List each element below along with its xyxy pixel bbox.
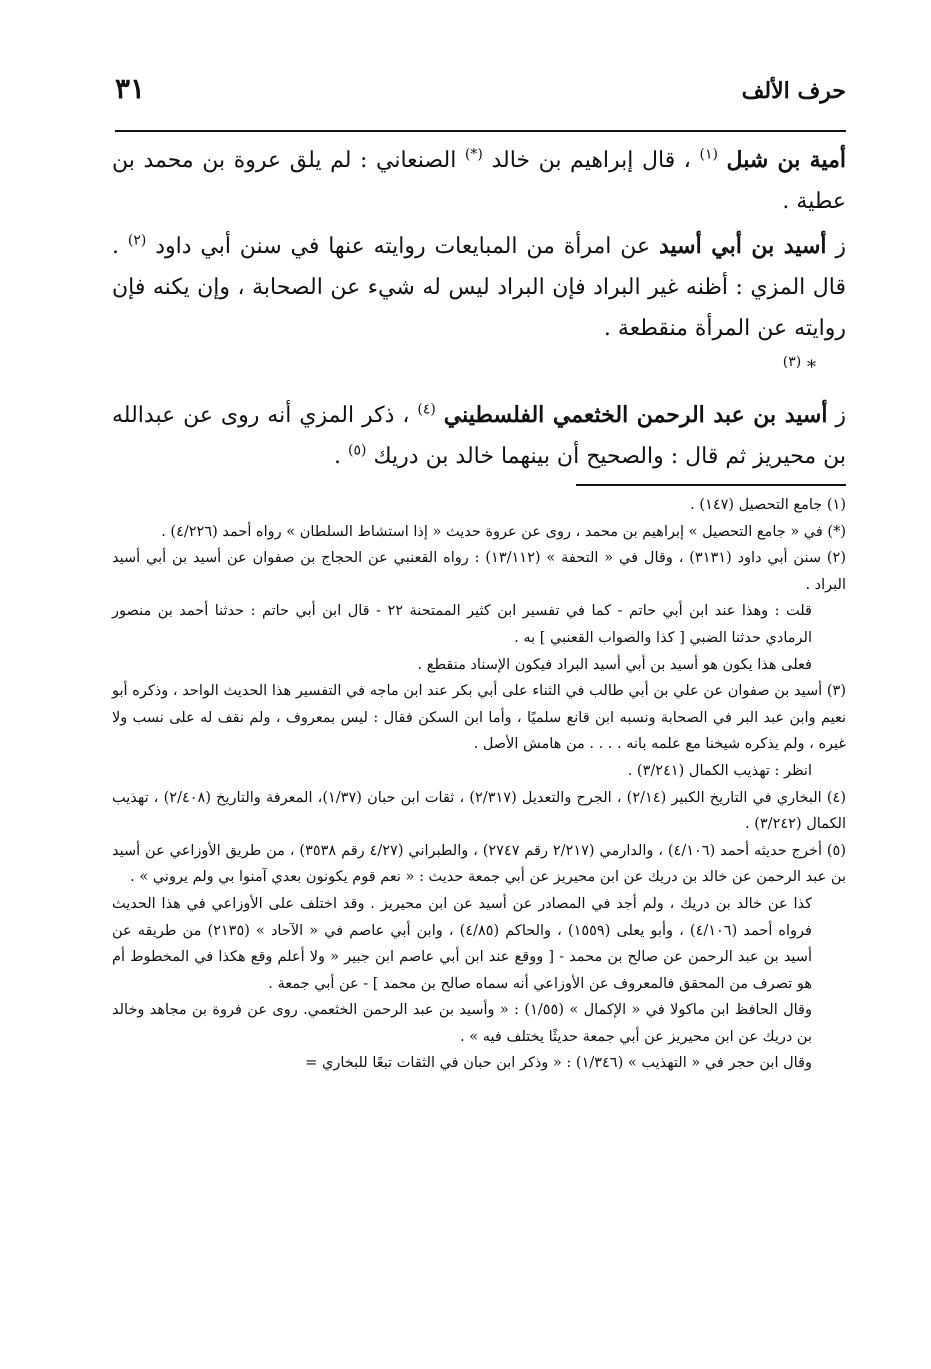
footnote-ref: (٢)	[127, 232, 147, 249]
footnote-2-cont: قلت : وهذا عند ابن أبي حاتم - كما في تفسير ابن كثير الممتحنة ٢٢ - قال ابن أبي حاتم : حدثنا أحمد بن منصور الرمادي حدثنا الضبي [ كذا والصواب القعنبي ] به .	[112, 603, 812, 646]
star-marker: *	[807, 357, 816, 378]
running-title: حرف الألف	[741, 78, 846, 104]
footnote-ref: (١)	[699, 146, 718, 163]
footnote-ref: (*)	[464, 146, 483, 163]
entry-name: أسيد بن عبد الرحمن الخثعمي الفلسطيني	[443, 402, 828, 428]
entry-prefix: ز	[835, 234, 846, 259]
header-rule	[115, 130, 846, 132]
footnote-5-cont: كذا عن خالد بن دريك ، ولم أجد في المصادر عن أسيد عن ابن محيريز . وقد اختلف على الأوزاعي في هذا الحديث فرواه أحمد (٤/١٠٦) ، وأبو يعلى (١٥٥٩) ، والحاكم (٤/٨٥) ، وابن أبي عاصم في « الآحاد » (٢١٣٥) من طريقه عن أسيد بن عبد الرحمن عن صالح بن محمد - [ ووقع عند ابن أبي عاصم ابن جبير « ولا أعلم وقع هكذا في المخطوط أم هو تصرف من المحقق فالمعروف عن الأوزاعي أنه سماه صالح بن محمد ] - عن أبي جمعة .	[112, 895, 812, 992]
main-text	[112, 140, 846, 481]
page-header	[115, 72, 846, 122]
entry-text: الصنعاني : لم يلق عروة بن محمد بن عطية .	[112, 148, 846, 214]
entry-usayd-khathami	[112, 395, 846, 477]
entry-prefix: ز	[835, 403, 846, 428]
footnote-2: (٢) سنن أبي داود (٣١٣١) ، وقال في « التحفة » (١٣/١١٢) : رواه القعنبي عن الحجاج بن صفوان عن أسيد بن أبي أسيد البراد .	[112, 550, 846, 593]
entry-name: أسيد بن أبي أسيد	[659, 233, 827, 259]
entry-text: عن امرأة من المبايعات روايته عنها في سنن أبي داود	[155, 234, 651, 259]
entry-text: .	[334, 444, 342, 469]
entry-text: . قال المزي : أظنه غير البراد فإن البراد ليس له شيء عن الصحابة ، وإن يكنه فإن روايته عن المرأة منقطعة .	[112, 234, 846, 341]
footnotes	[112, 492, 846, 1077]
footnote-5: (٥) أخرج حديثه أحمد (٤/١٠٦) ، والدارمي (٢/٢١٧ رقم ٢٧٤٧) ، والطبراني (٤/٢٧ رقم ٣٥٣٨) ، من طريق الأوزاعي عن أسيد بن عبد الرحمن عن خالد بن دريك عن ابن محيريز عن أبي جمعة حديث : « نعم قوم يكونون بعدي آمنوا بي ولم يروني » .	[112, 842, 847, 886]
footnote-5-cont: وقال ابن حجر في « التهذيب » (١/٣٤٦) : « وذكر ابن حبان في الثقات تبعًا للبخاري =	[305, 1055, 812, 1072]
entry-usayd-abi-usayd	[112, 226, 846, 349]
entry-text: ، قال إبراهيم بن خالد	[491, 148, 691, 173]
page-number: ٣١	[115, 72, 146, 105]
footnote-3-cont: انظر : تهذيب الكمال (٣/٢٤١) .	[627, 762, 812, 779]
footnote-4: (٤) البخاري في التاريخ الكبير (٢/١٤) ، الجرح والتعديل (٢/٣١٧) ، ثقات ابن حبان (١/٣٧)، المعرفة والتاريخ (٢/٤٠٨) ، تهذيب الكمال (٣/٢٤٢) .	[112, 789, 846, 833]
footnote-ref: (٣)	[782, 354, 802, 370]
footnote-5-cont: وقال الحافظ ابن ماكولا في « الإكمال » (١/٥٥) : « وأسيد بن عبد الرحمن الخثعمي. روى عن فروة بن مجاهد وخالد بن دريك عن ابن محيريز عن أبي جمعة حديثًا يختلف فيه » .	[112, 1002, 812, 1045]
star-marker-line	[112, 353, 846, 383]
entry-umayya	[112, 140, 846, 222]
footnote-separator	[576, 484, 846, 486]
footnote-3: (٣) أسيد بن صفوان عن علي بن أبي طالب في الثناء على أبي بكر عند ابن ماجه في التفسير هذا الحديث الواحد ، وذكره أبو نعيم وابن عبد البر في الصحابة ونسبه ابن قانع سلميًا ، وأما ابن السكن فقال : ليس بمعروف ، ولم نقف له على نسب ولا غيره ، ولم يذكره شيخنا مع علمه بانه . . . . من هامش الأصل .	[112, 683, 846, 753]
entry-name: أمية بن شبل	[726, 147, 846, 173]
footnote-1: (١) جامع التحصيل (١٤٧) .	[690, 497, 846, 513]
footnote-ref: (٤)	[417, 401, 436, 418]
footnote-2-cont: فعلى هذا يكون هو أسيد بن أبي أسيد البراد فيكون الإسناد منقطع .	[417, 656, 812, 673]
entry-text: ، ذكر المزي أنه روى عن عبدالله بن محيريز ثم قال : والصحيح أن بينهما خالد بن دريك	[112, 403, 846, 469]
footnote-ref: (٥)	[348, 442, 367, 459]
footnote-star: (*) في « جامع التحصيل » إبراهيم بن محمد ، روى عن عروة حديث « إذا استشاط السلطان » رواه أحمد (٤/٢٢٦) .	[161, 523, 846, 540]
